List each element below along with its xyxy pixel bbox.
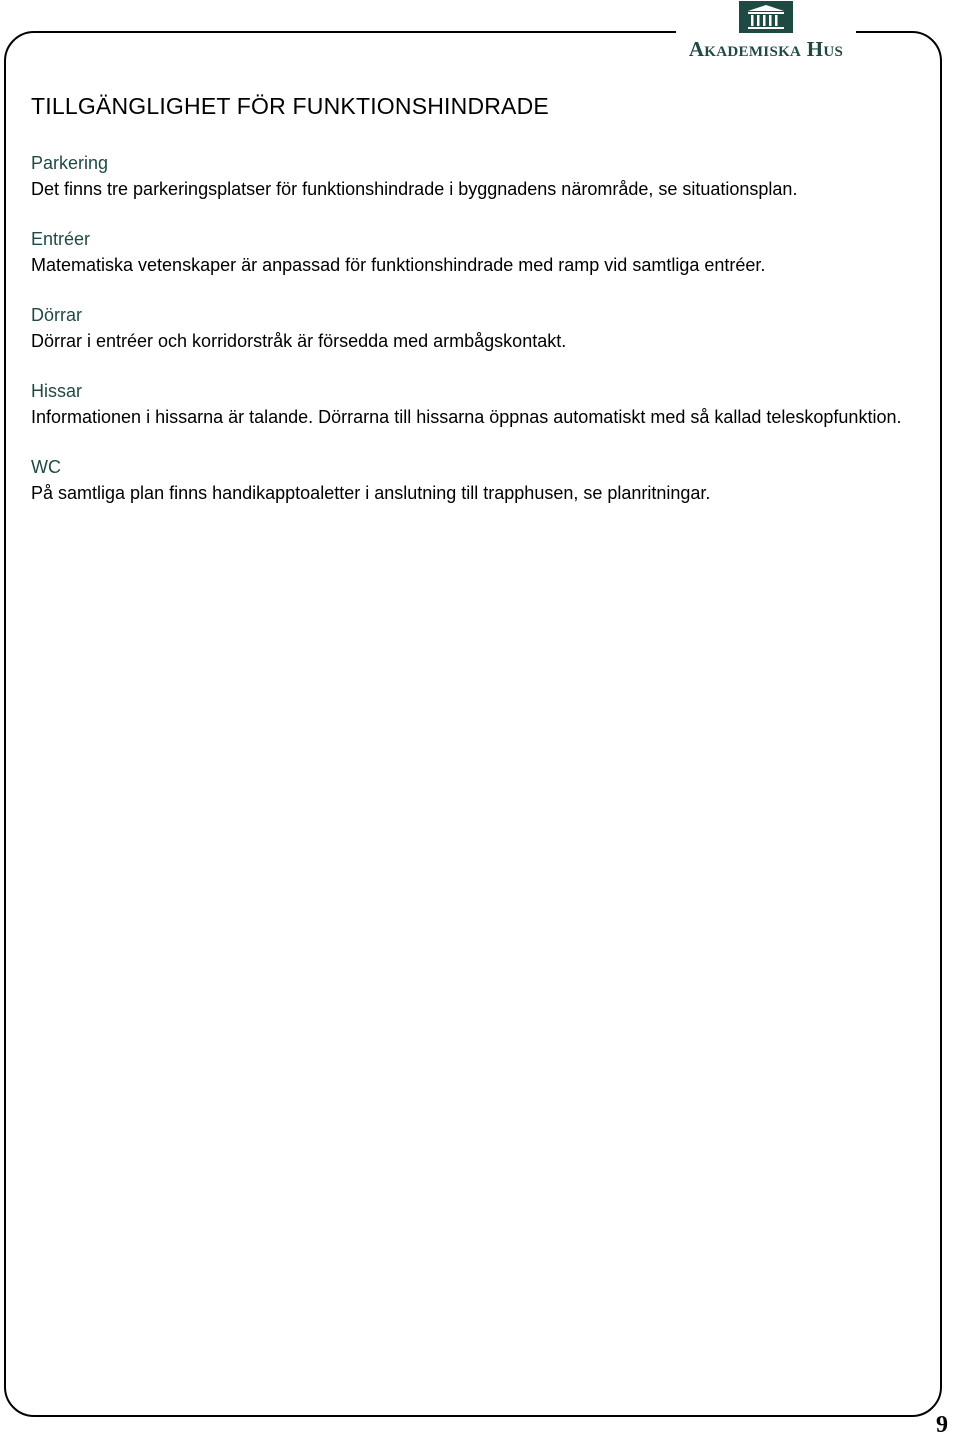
section-body: På samtliga plan finns handikapptoaletter i anslutning till trapphusen, se planritningar. bbox=[31, 483, 711, 503]
page-number: 9 bbox=[936, 1412, 948, 1438]
section-parkering bbox=[31, 150, 911, 202]
section-entreer bbox=[31, 226, 911, 278]
section-heading: Parkering bbox=[31, 153, 109, 173]
section-body: Det finns tre parkeringsplatser för funktionshindrade i byggnadens närområde, se situationsplan. bbox=[31, 179, 798, 199]
section-hissar bbox=[31, 378, 911, 430]
section-heading: Entréer bbox=[31, 229, 91, 249]
logo-text: Akademiska Hus bbox=[688, 37, 844, 61]
section-heading: WC bbox=[31, 457, 61, 477]
section-heading: Hissar bbox=[31, 381, 83, 401]
section-body: Matematiska vetenskaper är anpassad för funktionshindrade med ramp vid samtliga entréer. bbox=[31, 255, 766, 275]
section-body: Dörrar i entréer och korridorstråk är försedda med armbågskontakt. bbox=[31, 331, 567, 351]
page-title: TILLGÄNGLIGHET FÖR FUNKTIONSHINDRADE bbox=[31, 93, 549, 119]
company-logo bbox=[676, 0, 856, 62]
section-heading: Dörrar bbox=[31, 305, 83, 325]
main-content bbox=[31, 88, 911, 530]
section-wc bbox=[31, 454, 911, 506]
section-body: Informationen i hissarna är talande. Dörrarna till hissarna öppnas automatiskt med så kallad teleskopfunktion. bbox=[31, 407, 902, 427]
building-columns-icon bbox=[739, 1, 793, 33]
section-dorrar bbox=[31, 302, 911, 354]
